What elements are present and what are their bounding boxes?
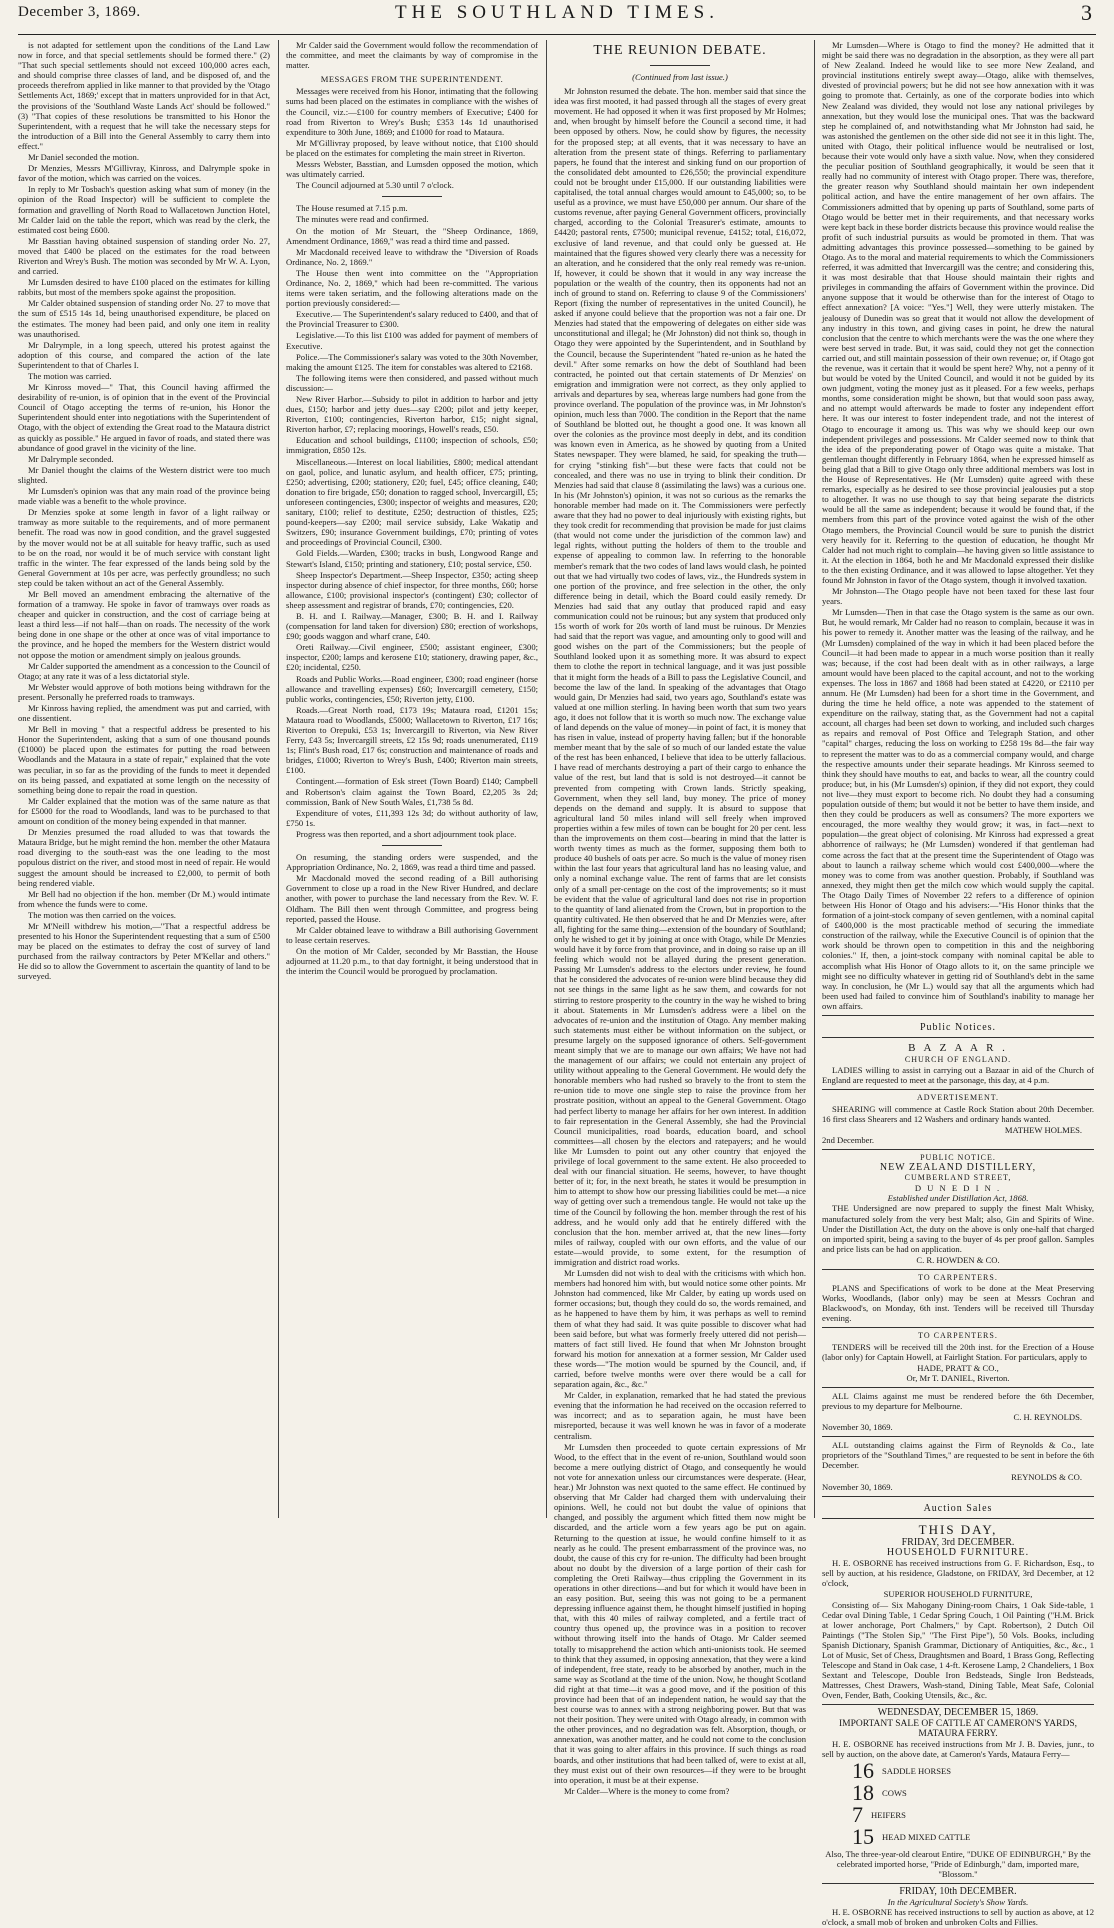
paragraph: Roads and Public Works.—Road engineer, £300; road engineer (horse allowance and travelling expenses) £60; Invercargill cemetery, £150; public works, contingencies, £50; Riverton jetty, £100. [286, 673, 538, 704]
paragraph: Oreti Railway.—Civil engineer, £500; assistant engineer, £300; inspector, £200; lamps and kerosene £10; stationery, drawing paper, &c., £20; incidental, £250. [286, 642, 538, 673]
lot-label: COWS [882, 1787, 907, 1798]
paper-title: THE SOUTHLAND TIMES. [395, 2, 719, 23]
paragraph: Education and school buildings, £1100; inspection of schools, £50; immigration, £850 12s. [286, 435, 538, 456]
notice-title: ADVERTISEMENT. [916, 1093, 1000, 1103]
notice-signature: HADE, PRATT & CO., [917, 1362, 999, 1373]
paragraph: Mr Calder obtained suspension of standing order No. 27 to move that the sum of £515 14s 1d, being unauthorised expenditure, be placed on the estimates. The money had been paid, and only one item in reality was unauthorised. [18, 298, 270, 339]
distillery-name: NEW ZEALAND DISTILLERY, [879, 1162, 1037, 1174]
paragraph: Mr Lumsden's opinion was that any main road of the province being made viable was a benefit to the whole province. [18, 486, 270, 507]
paragraph: Mr Lumsden—Then in that case the Otago system is the same as our own. But, he would remark, Mr Calder had no reason to complain, because it was in his power to remedy it. Another matter was the leasing of the railway, and he (Mr Lumsden) complained of the way in which it had been placed before the Council—it had been made to appear in a much worse position than it really was; because, if the cost had been dealt with as in other railways, a large amount would have been placed to the capital account, and not to the working expenses. The loss in 1867 and 1868 had been stated at £4220, or £2110 per annum. He (Mr Lumsden) had been for a short time in the Government, and during the time he held office, a note was appended to the statement of expenditure on the railway, stating that, as the Government had not a capital account, all charges had been set down to working, and included such charges as repairs and removal of Post Office and Telegraph Station, and other "capital" charges, reducing the loss on working to £258 19s 8d—the fair way to represent the matter was to do as a commercial company would, and charge the respective amounts under their separate headings. Mr Kinross seemed to think they should have mouths to eat, and backs to wear, all the country could produce; but, in his (Mr Lumsden's) opinion, if they did not export, they could not live—they must export to become rich. No doubt they had a consuming population outside of them; but would it not be better to have them inside, and then they could be producers as well as consumers? The more exporters we encouraged, the more wealthy they would grow; it was, in fact—next to population—the great object of colonising. Mr Kinross had expressed a great abhorrence of railways; he (Mr Lumsden) wondered if that gentleman had come across the fact that at the present time the Superintendent of Otago was about to launch a railway scheme which would cost £400,000—where the money was to come from was another question. Probably, if Southland was annexed, they might then get the milch cow which would supply the capital. The Otago Daily Times of November 22 refers to a difference of opinion between His Honor of Otago and his advisers:—"His Honor thinks that the formation of a joint-stock company of seven gentlemen, with a nominal capital of £400,000 is the most practicable method of securing the immediate construction of the railway, while the Executive Council is of opinion that the work should be thrown open to competition in this and the neighboring colonies." If, then, a joint-stock company with nominal capital be able to accomplish what His Honor of Otago allots to it, on the same principle we might see no difficulty whatever in getting rid of Southland's debt in the same way. In conclusion, he (Mr L.) would say that all the arguments which had been used had failed to convince him of Southland's inability to manage her own affairs. [822, 607, 1094, 1011]
paragraph: Mr Kinross moved—" That, this Council having affirmed the desirability of re-union, is of opinion that in the event of the Provincial Council of Otago accepting the terms of re-union, his Honor the Superintendent should enter into negotiations with the Superintendent of Otago, with the object of extending the Great road to the Mataura district as quickly as possible." He argued in favor of roads, and stated there was abundance of good gravel in the vicinity of the line. [18, 382, 270, 453]
paragraph: Executive.— The Superintendent's salary reduced to £400, and that of the Provincial Treasurer to £300. [286, 309, 538, 330]
sale-title: IMPORTANT SALE OF CATTLE AT CAMERON'S YARDS, MATAURA FERRY. [838, 1718, 1077, 1739]
distillery-notice [822, 1149, 1094, 1265]
section-heading: MESSAGES FROM THE SUPERINTENDENT. [320, 74, 504, 85]
paragraph: Dr Menzies spoke at some length in favor of a light railway or tramway as more suitable to the requirements, and of more permanent benefit. The road was now in good condition, and the gravel suggested by the mover would not be at all suitable for heavy traffic, such as used to be on the road, nor would it be of much service with constant light traffic in the winter. The fear expressed of the lands being sold by the General Government at 10s per acre, was perfectly groundless; no such step could be taken without an act of the General Assembly. [18, 507, 270, 588]
continued-note: (Continued from last issue.) [632, 72, 728, 82]
public-notices-section [822, 1015, 1094, 1033]
claims-notice [822, 1387, 1094, 1432]
notice-text: ALL Claims against me must be rendered before the 6th December, previous to my departure for Melbourne. [822, 1390, 1094, 1411]
paragraph: Miscellaneous.—Interest on local liabilities, £800; medical attendant on gaol, police, and lunatic asylum, and health officer, £75; printing, £250; advertising, £200; stationery, £20; fuel, £45; office cleaning, £40; donation to fire brigade, £50; donation to ragged school, Invercargill, £5; unforeseen contingencies, £300; inspector of weights and measures, £20; sanitary, £100; relief to destitute, £250; destruction of thistles, £25; pound-keepers—say £200; mail service subsidy, Lake Wakatip and Switzers, £90; insurance Government buildings, £70; printing of votes and proceedings of Provincial Council, £300. [286, 456, 538, 548]
paragraph: Mr Lumsden—Where is Otago to find the money? He admitted that it might be said there was no degradation in the absorption, as they were all part of New Zealand. Indeed he would like to see more New Zealand, and provincial institutions entirely swept away—Otago, alike with themselves, divested of provincial powers; but he did not see how annexation with it was going to promote that. Certainly, as one of the corporate bodies into which New Zealand was divided, they would not lose any national privileges by annexation, but they would lose the municipal ones. That was the backward step he complained of, and notwithstanding what Mr Johnston had said, he was astonished the gentlemen on the other side did not see it in this light. The, united with Otago, their political influence would be neutralised or lost, because their vote would only have a sixth value. Now, when they considered the peculiar position of Southland geographically, it would be seen that it really had no community of interest with Otago proper. There was, therefore, the greater reason why Southland should maintain her own independent political action, and have the entire management of her own affairs. The Commissioners admitted that by opening up parts of Southland, some parts of Otago would be better met in their requirements, and that necessary works were kept back in these border districts because this province would realise the profit of such industrial pursuits as would be promoted in them. That was admitting advantages this province possessed—something to be gained by Otago. As to the moral and material requirements to which the Commissioners referred, it was admitted that Invercargill was the centre; and considering this, it was most desirable that that House should maintain their rights and privileges in commanding the affairs of Government within the province. Did anyone suppose that it would be otherwise than for the interest of Otago to effect annexation? [A voice: "Yes."] Well, they were utterly mistaken. The jealousy of Dunedin was so great that it would not allow the development of any industry in this town, and giving cases in point, he drew the natural conclusion that the centre to which merchants were the was the one where they were best served in trade. But, it was said, could they not get the connection carried out, and still maintain possession of their own revenue; or, if Otago got the revenue, was it certain that it would be spent here? Why, not a penny of it but would be voted by the United Council, and would it not be guided by its own judgment, voting the money just as it pleased. For a few weeks, perhaps months, some consideration might be shown, but that would soon pass away, and no attempt would afterwards be made to foster any independent effort here. It was our interest to foster independent trade, and not the interest of Otago to encourage it among us. This was why we should keep our own independent privileges and possessions. Mr Calder seemed now to think that the idea of the preponderating power of Otago was quite a mistake. That gentleman thought differently in February 1864, when he expressed himself as being glad that a Bill to give Otago only three additional members was lost in the House of Representatives. He (Mr Lumsden) quite agreed with these remarks, especially as he desired to see those provincial jealousies put a stop to altogether. It was no use though to say that being separate the districts would be all the same as independent; because it would be found that, if the members from this part of the province voted against the wish of the other Otago members, the Provincial Council would be sure to punish the district very heavily for it. Referring to the question of education, he thought Mr Calder had not much right to complain—he having given so little assistance to it. At the election in 1864, both he and Mr Macdonald expressed their dislike to the then existing Ordinance, and it was allowed to lapse altogether. Yet they found Mr Johnston in favor of the Otago system, though it involved taxation. [822, 40, 1094, 585]
notice-signature: C. H. REYNOLDS. [1013, 1412, 1082, 1423]
sale-text: H. E. OSBORNE has received instructions to sell by auction as above, at 12 o'clock, a small mob of broken and unbroken Colts and Fillies. [822, 1907, 1094, 1928]
paragraph: On the motion of Mr Steuart, the "Sheep Ordinance, 1869, Amendment Ordinance, 1869," was read a third time and passed. [286, 225, 538, 246]
sale-day: THIS DAY, [918, 1521, 998, 1537]
paragraph: On resuming, the standing orders were suspended, and the Appropriation Ordinance, No. 2, 1869, was read a third time and passed. [286, 852, 538, 873]
notice-signature: C. R. HOWDEN & CO. [916, 1254, 1000, 1265]
paragraph: The Council adjourned at 5.30 until 7 o'clock. [296, 180, 454, 191]
paragraph: Mr Calder obtained leave to withdraw a Bill authorising Government to lease certain reserves. [286, 924, 538, 945]
paragraph: Mr Macdonald moved the second reading of a Bill authorising Government to close up a road in the New River Hundred, and declare another, with power to purchase the land necessary from the Rev. W. F. Oldham. The Bill then went through Committee, and progress being reported, passed the House. [286, 873, 538, 924]
paragraph: Gold Fields.—Warden, £300; tracks in bush, Longwood Range and Stewart's Island, £150; printing and stationery, £10; postal service, £50. [286, 548, 538, 569]
notice-signature: REYNOLDS & CO. [1011, 1471, 1082, 1482]
notice-title: PUBLIC NOTICE. [920, 1152, 996, 1162]
column-2 [286, 40, 538, 1518]
paragraph: B. H. and I. Railway.—Manager, £300; B. H. and I. Railway (compensation for land taken for diversion) £80; erection of workshops, £90; goods waggon and wharf crane, £40. [286, 610, 538, 642]
paragraph: Mr Calder said the Government would follow the recommendation of the committee, and meet the claimants by way of compromise in the matter. [286, 40, 538, 71]
paragraph: Mr Dalrymple, in a long speech, uttered his protest against the adoption of this course, and compared the action of the late Superintendent to that of Charles I. [18, 339, 270, 370]
paragraph: Sheep Inspector's Department.—Sheep Inspector, £350; acting sheep inspector during absence of chief inspector, for three months, £60; horse allowance, £100; provisional inspector's (contingent) £30; collector of sheep assessment and registrar of brands, £70; contingencies, £20. [286, 569, 538, 610]
paragraph: Mr Kinross having replied, the amendment was put and carried, with one dissentient. [18, 703, 270, 724]
paragraph: Messages were received from his Honor, intimating that the following sums had been placed on the estimates in compliance with the wishes of the Council, viz.:—£100 for country members of Executive; £400 for road from Riverton to Wrey's Bush; £353 14s 1d unauthorised expenditure to 30th June, 1869; and £1000 for road to Mataura. [286, 86, 538, 137]
notice-text: TENDERS will be received till the 20th inst. for the Erection of a House (labor only) for Captain Howell, at Fairlight Station. For particulars, apply to [822, 1341, 1094, 1362]
paragraph: Messrs Webster, Basstian, and Lumsden opposed the motion, which was ultimately carried. [286, 159, 538, 180]
paragraph: New River Harbor.—Subsidy to pilot in addition to harbor and jetty dues, £150; harbor and jetty dues—say £200; pilot and jetty keeper, Riverton, £100; contingencies, Riverton harbor, £15; night signal, Riverton harbor, £7; replacing moorings, Howell's reads, £50. [286, 394, 538, 435]
paragraph: Dr Menzies presumed the road alluded to was that towards the Mataura Bridge, but he might remind the hon. member the other Mataura road diverging to the south-east was the one leading to the most populous district on the river, and stood most in need of repair. He would suggest the amount should be increased to £2,000, to permit of both being rendered viable. [18, 827, 270, 888]
furniture-sale [822, 1518, 1094, 1701]
column-4 [822, 40, 1094, 1928]
paragraph: Contingent.—formation of Esk street (Town Board) £140; Campbell and Robertson's claim against the Town Board, £2,205 3s 2d; commission, Bank of New South Wales, £1,738 5s 8d. [286, 776, 538, 807]
paragraph: On the motion of Mr Calder, seconded by Mr Basstian, the House adjourned at 11.20 p.m., to that day fortnight, it being understood that in the interim the Council would be prorogued by proclamation. [286, 945, 538, 977]
lot-line [852, 1801, 1094, 1827]
paragraph: Mr Macdonald received leave to withdraw the "Diversion of Roads Ordinance, No. 2, 1869." [286, 246, 538, 267]
divider [382, 845, 442, 846]
notice-text: PLANS and Specifications of work to be done at the Meat Preserving Works, Woodlands, (labor only) may be seen at Messrs Cochran and Blackwood's, on Monday, 6th inst. Tenders will be received till Thursday evening. [822, 1283, 1094, 1324]
sale-subtitle: SUPERIOR HOUSEHOLD FURNITURE, [883, 1589, 1033, 1600]
paragraph: Mr Bell moved an amendment embracing the alternative of the formation of a tramway. He spoke in favor of tramways over roads as cheaper and quicker in construction, and the cost of carriage being at least a third less—if not half—than on roads. The necessity of the work being done in one shape or the other at once was of vital importance to the province, and he hoped the members for the Western district would not oppose the motion or amendment simply on jealous grounds. [18, 588, 270, 660]
paragraph: Mr Calder—Where is the money to come from? [564, 1785, 730, 1796]
notice-text: THE Undersigned are now prepared to supply the finest Malt Whisky, manufactured solely from the very best Malt; also, Gin and Spirits of Wine. Under the Distillation Act, the duty on the above is only one-half that charged on imported spirit, being a saving to the buyer of 4s per proof gallon. Samples and price lists can be had on application. [822, 1203, 1094, 1254]
notice-signature: MATHEW HOLMES. [1004, 1124, 1082, 1135]
shearing-advertisement [822, 1089, 1094, 1144]
notice-title: TO CARPENTERS. [918, 1331, 998, 1341]
paragraph: Mr M'Neill withdrew his motion,—"That a respectful address be presented to his Honor the Superintendent requesting that a sum of £500 may be placed on the estimates to defray the cost of survey of land purchased from the railway contractors by Peter M'Kellar and others." He did so to allow the Government to ascertain the quantity of land to be surveyed. [18, 920, 270, 982]
sale-text: H. E. OSBORNE has received instructions from G. F. Richardson, Esq., to sell by auction, at his residence, Gladstone, on FRIDAY, 3rd December, at 12 o'clock, [822, 1558, 1094, 1589]
paragraph: Mr Calder, in explanation, remarked that he had stated the previous evening that the information he had received on the occasion referred to was incorrect; and as to separation again, he must have been misreported, because it was well known he was in favor of a moderate centralism. [554, 1390, 806, 1441]
notice-date: November 30, 1869. [822, 1481, 893, 1492]
issue-date: December 3, 1869. [18, 4, 141, 20]
colts-sale [822, 1883, 1094, 1927]
lot-label: HEAD MIXED CATTLE [882, 1831, 971, 1842]
distillery-city: D U N E D I N . [914, 1183, 1002, 1194]
notice-text: LADIES willing to assist in carrying out a Bazaar in aid of the Church of England are requested to meet at the parsonage, this day, at 4 p.m. [822, 1065, 1094, 1086]
sale-place: In the Agricultural Society's Show Yards. [887, 1897, 1029, 1908]
section-label: Auction Sales [923, 1502, 993, 1514]
paragraph: The motion was then carried on the voices. [28, 909, 176, 920]
notice-signature: Or, Mr T. DANIEL, Riverton. [906, 1372, 1010, 1383]
sale-date: WEDNESDAY, DECEMBER 15, 1869. [877, 1707, 1039, 1719]
paragraph: The House then went into committee on the "Appropriation Ordinance, No. 2, 1869," which had been re-committed. The various items were taken seriatim, and the following alterations made on the portion previously considered:— [286, 267, 538, 309]
paragraph: Mr Daniel thought the claims of the Western district were too much slighted. [18, 464, 270, 485]
paragraph: The minutes were read and confirmed. [296, 214, 429, 225]
claims-notice [822, 1436, 1094, 1491]
masthead [18, 0, 1096, 35]
paragraph: is not adapted for settlement upon the conditions of the Land Law now in force, and that special settlements should be formed there." (2) "That such special settlements should not exceed 100,000 acres each, and should comprise three classes of land, and be disposed of, and the proceeds therefrom applied in like manner to that provided by the 'Otago Settlements Act, 1869;' except that in matters unprovided for in that Act, the provisions of the 'Southland Waste Lands Act' should be followed." (3) "That copies of these resolutions be transmitted to his Honor the Superintendent, with a request that he will take the necessary steps for the introduction of a Bill into the General Assembly to carry them into effect." [18, 40, 270, 151]
lot-line [852, 1779, 1094, 1805]
column-rule [546, 40, 547, 1518]
paragraph: Mr Daniel seconded the motion. [28, 152, 139, 163]
column-rule [278, 40, 279, 1518]
paragraph: Progress was then reported, and a short adjournment took place. [296, 828, 517, 839]
lot-line [852, 1757, 1094, 1783]
sale-text: H. E. OSBORNE has received instructions from Mr J. B. Davies, junr., to sell by auction, on the above date, at Cameron's Yards, Mataura Ferry— [822, 1738, 1094, 1759]
paragraph: Mr Bell in moving " that a respectful address be presented to his Honor the Superintendent, asking that a sum of one thousand pounds (£1000) be placed upon the estimates for putting the road between Woodlands and the Mataura in a state of repair," explained that the vote was peculiar, in so far as the providing of the funds to meet it depended on its being passed, and expatiated at some length on the necessity of something being done to repair the road in question. [18, 724, 270, 795]
notice-text: SHEARING will commence at Castle Rock Station about 20th December. 16 first class Shearers and 12 Washers and ordinary hands wanted. [822, 1103, 1094, 1124]
paragraph: Mr Lumsden then proceeded to quote certain expressions of Mr Wood, to the effect that in the event of re-union, Southland would soon become a mere outlying district of Otago, and consequently he would not vote for annexation unless our circumstances were desperate. (Hear, hear.) Mr Johnston was next quoted to the same effect. He continued by observing that Mr Calder had charged them with undervaluing their opinions. Well, he could not but doubt the value of opinions that changed, and possibly the argument which fitted them now might be discarded, and the article worn a few years ago be put on again. Returning to the question at issue, he would confine himself to it as nearly as he could. The present embarrassment of the province was, no doubt, the cause of this cry for re-union. The difficulty had been brought about no doubt by the diversion of a large portion of their cash for completing the Oreti Railway—thus crippling the Government in its operations in other directions—and but for which it would have been in an easy position. But, seeing this was not going to be a permanent depressing influence against them, he thought himself justified in hoping that, with this 40 miles of railway completed, and a fertile tract of country thus opened up, the province was in a position to recover without throwing itself into the hands of Otago. Mr Calder seemed totally to misapprehend the action which anti-unionists took. He seemed to think that they assumed, in opposing annexation, that they were a kind of independent, free state, ready to be absorbed by another, much in the same way as Scotland at the time of the union. Now, he thought Scotland did right at that time—it was a good move, and if the position of this province had been that of an independent nation, he would say that the best course was to annex with a strong neighboring power. But that was not their position. They were united with Otago already, in common with the other provinces, and no degradation was felt. Absorption, though, or annexation, was another matter, and he could not come to the conclusion that it was going to alter affairs in this province. If such things as road boards, and other institutions that had been talked of, were to exist at all, they must exist out of their own resources—if they were to be brought into operation, it must be at their expense. [554, 1441, 806, 1785]
paragraph: Mr Calder supported the amendment as a concession to the Council of Otago; at any rate it was of a less dictatorial style. [18, 660, 270, 681]
lot-label: SADDLE HORSES [882, 1765, 951, 1776]
paragraph: The following items were then considered, and passed without much discussion:— [286, 372, 538, 393]
sale-title: HOUSEHOLD FURNITURE. [886, 1547, 1030, 1559]
page-number: 3 [1081, 0, 1092, 25]
lot-label: HEIFERS [871, 1809, 906, 1820]
sale-date: FRIDAY, 3rd DECEMBER. [901, 1536, 1015, 1548]
divider [382, 196, 442, 197]
sale-date: FRIDAY, 10th DECEMBER. [899, 1886, 1017, 1898]
bazaar-notice [822, 1037, 1094, 1085]
paragraph: Mr Lumsden desired to have £100 placed on the estimates for killing rabbits, but most of the members spoke against the proposition. [18, 277, 270, 298]
column-rule [814, 40, 815, 1518]
article-title: THE REUNION DEBATE. [593, 43, 767, 58]
paragraph: Mr Calder explained that the motion was of the same nature as that for £5000 for the road to Woodlands, land was to be purchased to that amount on condition of the money being expended in that manner. [18, 795, 270, 827]
paragraph: In reply to Mr Tosbach's question asking what sum of money (in the opinion of the Road Inspector) will be sufficient to complete the formation and gravelling of North Road to Wallacetown Junction Hotel, Mr Calder laid on the table the report, which was read by the clerk, the estimated cost being £600. [18, 184, 270, 235]
carpenters-notice [822, 1327, 1094, 1382]
lot-count: 18 [852, 1779, 874, 1805]
paragraph: Mr M'Gillivray proposed, by leave without notice, that £100 should be placed on the estimates for completing the main street in Riverton. [286, 137, 538, 158]
divider [650, 65, 710, 66]
sale-also: Also, The three-year-old clearout Entire, "DUKE OF EDINBURGH," By the celebrated imported horse, "Pride of Edinburgh," dam, imported mare, "Blossom." [825, 1848, 1091, 1880]
notice-date: November 30, 1869. [822, 1422, 893, 1433]
column-1 [18, 40, 270, 1518]
auction-sales-section [822, 1496, 1094, 1514]
paragraph: Legislative.—To this list £100 was added for payment of members of Executive. [286, 330, 538, 351]
paragraph: Mr Webster would approve of both motions being withdrawn for the present. Personally he preferred roads to tramways. [18, 681, 270, 702]
paragraph: Police.—The Commissioner's salary was voted to the 30th November, making the amount £125. The item for constables was altered to £2168. [286, 351, 538, 372]
paragraph: Mr Lumsden did not wish to deal with the criticisms with which hon. members had honored him with, but would notice some other points. Mr Johnston had commenced, like Mr Calder, by eating up words used on former occasions; but, though they could do so, the words remained, and as he happened to have them by him, it was perhaps as well to remind them of what they had said. It was quite possible to discover what had been said before, but what was formerly freely uttered did not perish—matters of fact still lived. He found that when Mr Johnston brought forward his motion for annexation at a former session, Mr Calder used these words—"The motion would be spurned by the Council, and, if carried, before twelve months were over there would be a call for separation again, &c., &c." [554, 1268, 806, 1390]
notice-subtitle: CHURCH OF ENGLAND. [904, 1055, 1012, 1065]
distillery-street: CUMBERLAND STREET, [904, 1173, 1012, 1183]
paragraph: Mr Bell had no objection if the hon. member (Dr M.) would intimate from whence the funds were to come. [18, 888, 270, 909]
lot-count: 7 [852, 1801, 863, 1827]
section-label: Public Notices. [919, 1022, 997, 1033]
cattle-sale [822, 1704, 1094, 1879]
paragraph: Dr Menzies, Messrs M'Gillivray, Kinross, and Dalrymple spoke in favor of the motion, which was carried on the voices. [18, 163, 270, 184]
notice-date: 2nd December. [822, 1134, 875, 1145]
lot-line [852, 1823, 1094, 1849]
paragraph: The motion was carried. [28, 371, 112, 381]
paragraph: The House resumed at 7.15 p.m. [296, 203, 408, 214]
paragraph: Mr Johnston resumed the debate. The hon. member said that since the idea was first mooted, it had passed through all the stages of every great movement. He had opposed it when it was first proposed by Mr Holmes; and, when brought by himself before the Council a second time, it had been opposed by others. Now, he could show by figures, the necessity for the proposed step; at all events, that it was necessary to have an alteration from the present state of things. Referring to parliamentary papers, he found that the interest and sinking fund on our proportion of the consolidated debt amounted to £26,550; the provincial expenditure could not be brought under £15,000. If our outstanding liabilities were capitalised, the total annual charges would amount to £45,000; so, to be useful as a province, we must have £50,000 per annum. Our share of the customs revenue, after paying General Government officers, provincially charged, according to the Colonial Treasurer's estimate, amounts to £4420; pastoral rents, £7500; municipal revenue, £4152; total, £16,072, exclusive of land revenue, and that could only be guessed at. He maintained that the figures showed very clearly there was a necessity for an alteration, and he considered that the only real remedy was re-union. If, however, it could be shown that it would in any way increase the population or the wealth of the country, then its opponents had not an inch of ground to stand on. Referring to clause 9 of the Commissioners' Report (fixing the number of representatives in the united Council), he asked if anyone could believe that the proportion was not a fair one. Dr Menzies had stated that the empowering of delegates on either side was unconstitutional and illegal; he (Mr Johnston) did not think so, though in Otago they were appointed by the Superintendent, and in Southland by the Council, because the Superintendent "hated re-union as he hated the devil." After some remarks on how the debt of Southland had been contracted, he pointed out that certain statements of Dr Menzies' on emigration and immigration were not correct, as they only applied to arrivals and departures by sea, whereas large numbers had gone from the province overland. The population of the province was, in Mr Johnston's opinion, much less than 7000. The condition in the Report that the name of Southland be blotted out, he thought a good one. It was known all over the colonies as the province most deeply in debt, and its condition was known even in America, as he showed by quoting from a United States newspaper. They were blamed, he said, for speaking the truth—for crying "stinking fish"—but these were facts that could not be concealed, and there was no use in trying to blink their condition. Dr Menzies had said that clause 8 (assimilating the laws) was a curious one. In his (Mr Johnston's) opinion, it was not so curious as the remarks the honorable member had made on it. The Commissioners were perfectly aware that they had no power to deal injuriously with existing rights, but they took credit for recommending that provision be made for just claims (that would not come under the jurisdiction of the common law) and legal rights, without putting the holders of them to the trouble and expense of appealing to common law. In referring to the honorable member's remark that the two codes of land laws would clash, he pointed out that we had virtually two codes of laws, viz., the Hundreds system in one portion of the province, and free selection in the other, the only difference being in detail, which the Board could easily remedy. Dr Menzies had said that any outlay that produced rapid and easy communication could not be ruinous; but any system that produced only 15s worth of work for 20s worth of land must be ruinous. Dr Menzies had said that the report was vague, and amounting only to good will and good wishes on the part of the Commissioners; but the people of Southland looked upon it as something more. It was absurd to expect them to clothe the report in technical language, and it was just possible that it might form the heads of a Bill to pass the Legislative Council, and become the law of the land. In speaking of the advantages that Otago would gain, Dr Menzies had said, two years ago, Southland's estate was valued at one million sterling. In having been worth that sum two years ago, it does not follow that it is worth so much now. The exchange value of land depends on the value of money—in point of fact, it is money that has risen in value, instead of property having fallen; but if the honorable member meant that by the sale of so much of our landed estate the value of the rest has been enhanced, I believe that idea to be utterly fallacious. I have read of merchants destroying a part of their cargo to enhance the value of the rest, but land that is sold is not destroyed—it cannot be prevented from competing with Crown lands. Strictly speaking, Government, when they sell land, buy money. The price of money depends on the demand and supply. It is absurd to suppose that agricultural land 50 miles inland will sell freely when improved properties within a few miles of town can be bought for 20 per cent. less than the improvements on them cost—bearing in mind that the latter is worth twenty times as much as the former, supposing them both to produce 40 bushels of oats per acre. So much is the value of money risen within the last four years that agricultural land has no leasing value, and only a nominal exchange value. The rent of farms that are let consists only of a small per-centage on the cost of the improvements; so it must be evident that the value of agricultural land does not rise in proportion to the quantity of land alienated from the Crown, but in proportion to the quantity cultivated. He then observed that he and Dr Menzies were, after all, fighting for the same thing—extension of the boundary of Southland; only he wished to get it by joining at once with Otago, while Dr Menzies would have it by force from that province, and in doing so raise up an ill feeling which would not be allayed during the present generation. Passing Mr Lumsden's address to the electors under review, he found that he considered the advocates of re-union were blind because they did not see things in the same light as he saw them, and cowards for not stirring to restore prosperity to the country in the way he wished to bring it about. Statements in Mr Lumsden's address were a libel on the advocates of re-union and the institution of Otago. Any member making such statements must either be without information on the subject, or presume largely on the supposed ignorance of others. Self-government meant simply that we are to manage our own affairs; We have not had the management of our affairs; we could not entertain any project of utility without appealing to the General Government. He would defy the honorable members who had rushed so bravely to the front to stem the re-union tide to move one single step to raise the province from her prostrate position, without an appeal to the General Government. Otago had perfect liberty to manage her affairs for her own interest. In addition to fair representation in the General Assembly, she had the Provincial Council municipalities, road boards, education board, and school committees—all chosen by the electors and ratepayers; and he would like Mr Lumsden to point out any other country that enjoyed the privilege of local government to the same extent. He also proceeded to deal with our financial situation. He seems, however, to have thought better of it; for, in the next breath, he states it would be presumption in him to attempt to show how our pressing liabilities could be met—a nice way of getting over such a tremendous tangle. He would not take up the time of the Council by following the hon. member through the rest of his address, and he would only add that he entirely differed with the conclusion that the hon. member arrived at, that the new lines—forty miles of railway, coupled with our own efforts, and the value of our estate—would provide, to some extent, for the resumption of immigration and district road works. [554, 86, 806, 1267]
notice-text: ALL outstanding claims against the Firm of Reynolds & Co., late proprietors of the "Southland Times," are requested to be sent in before the 6th December. [822, 1440, 1094, 1471]
column-3 [554, 40, 806, 1796]
notice-title: TO CARPENTERS. [918, 1272, 998, 1282]
paragraph: Roads.—Great North road, £173 19s; Mataura road, £1201 15s; Mataura road to Woodlands, £5000; Wallacetown to Riverton, £17 16s; Riverton to Orepuki, £53 1s; Invercargill to Riverton, via New River Ferry, £43 5s; Invercargill streets, £2 15s 9d; roads unenumerated, £119 1s; Flint's Bush road, £17 6s; construction and maintenance of roads and bridges, £1000; Riverton to Wrey's Bush, £400; Riverton main streets, £100. [286, 704, 538, 776]
distillery-established: Established under Distillation Act, 1868. [887, 1193, 1029, 1204]
sale-items: Consisting of— Six Mahogany Dining-room Chairs, 1 Oak Side-table, 1 Cedar oval Dining Table, 1 Cedar Spring Couch, 1 Oil Painting ("H.M. Brick at lower anchorage, Port Chalmers," by Capt. Robertson), 2 Dutch Oil Paintings ("The Stolen Sip," "The First Pipe"), 50 Vols. Books, including Spanish Dictionary, Spanish Grammar, Dictionary of Antiquities, &c., &c., 1 Lot of Music, Set of Chess, Draughtsmen and Board, 1 Brass Gong, Reflecting Telescope and Stand in Oak case, 1 4-ft. Kerosene Lamp, 2 Chandeliers, 1 Box Sextant and Telescope, Double Iron Bedsteads, Single Iron Bedsteads, Mattresses, Chest Drawers, Wash-stand, Dining Table, Meat Safe, Colonial Oven, Fender, Bath, Cooking Utensils, &c., &c. [822, 1599, 1094, 1701]
notice-title: B A Z A A R . [908, 1042, 1008, 1055]
carpenters-notice [822, 1269, 1094, 1323]
columns [18, 40, 1100, 1928]
lot-count: 16 [852, 1757, 874, 1783]
paragraph: Expenditure of votes, £11,393 12s 3d; do without authority of law, £750 1s. [286, 807, 538, 828]
lot-count: 15 [852, 1823, 874, 1849]
paragraph: Mr Basstian having obtained suspension of standing order No. 27, moved that £400 be placed on the estimates for the road between Riverton and Wrey's Bush. The motion was seconded by Mr W. A. Lyon, and carried. [18, 235, 270, 277]
paragraph: Mr Johnston—The Otago people have not been taxed for these last four years. [822, 586, 1094, 607]
paragraph: Mr Dalrymple seconded. [28, 453, 114, 464]
